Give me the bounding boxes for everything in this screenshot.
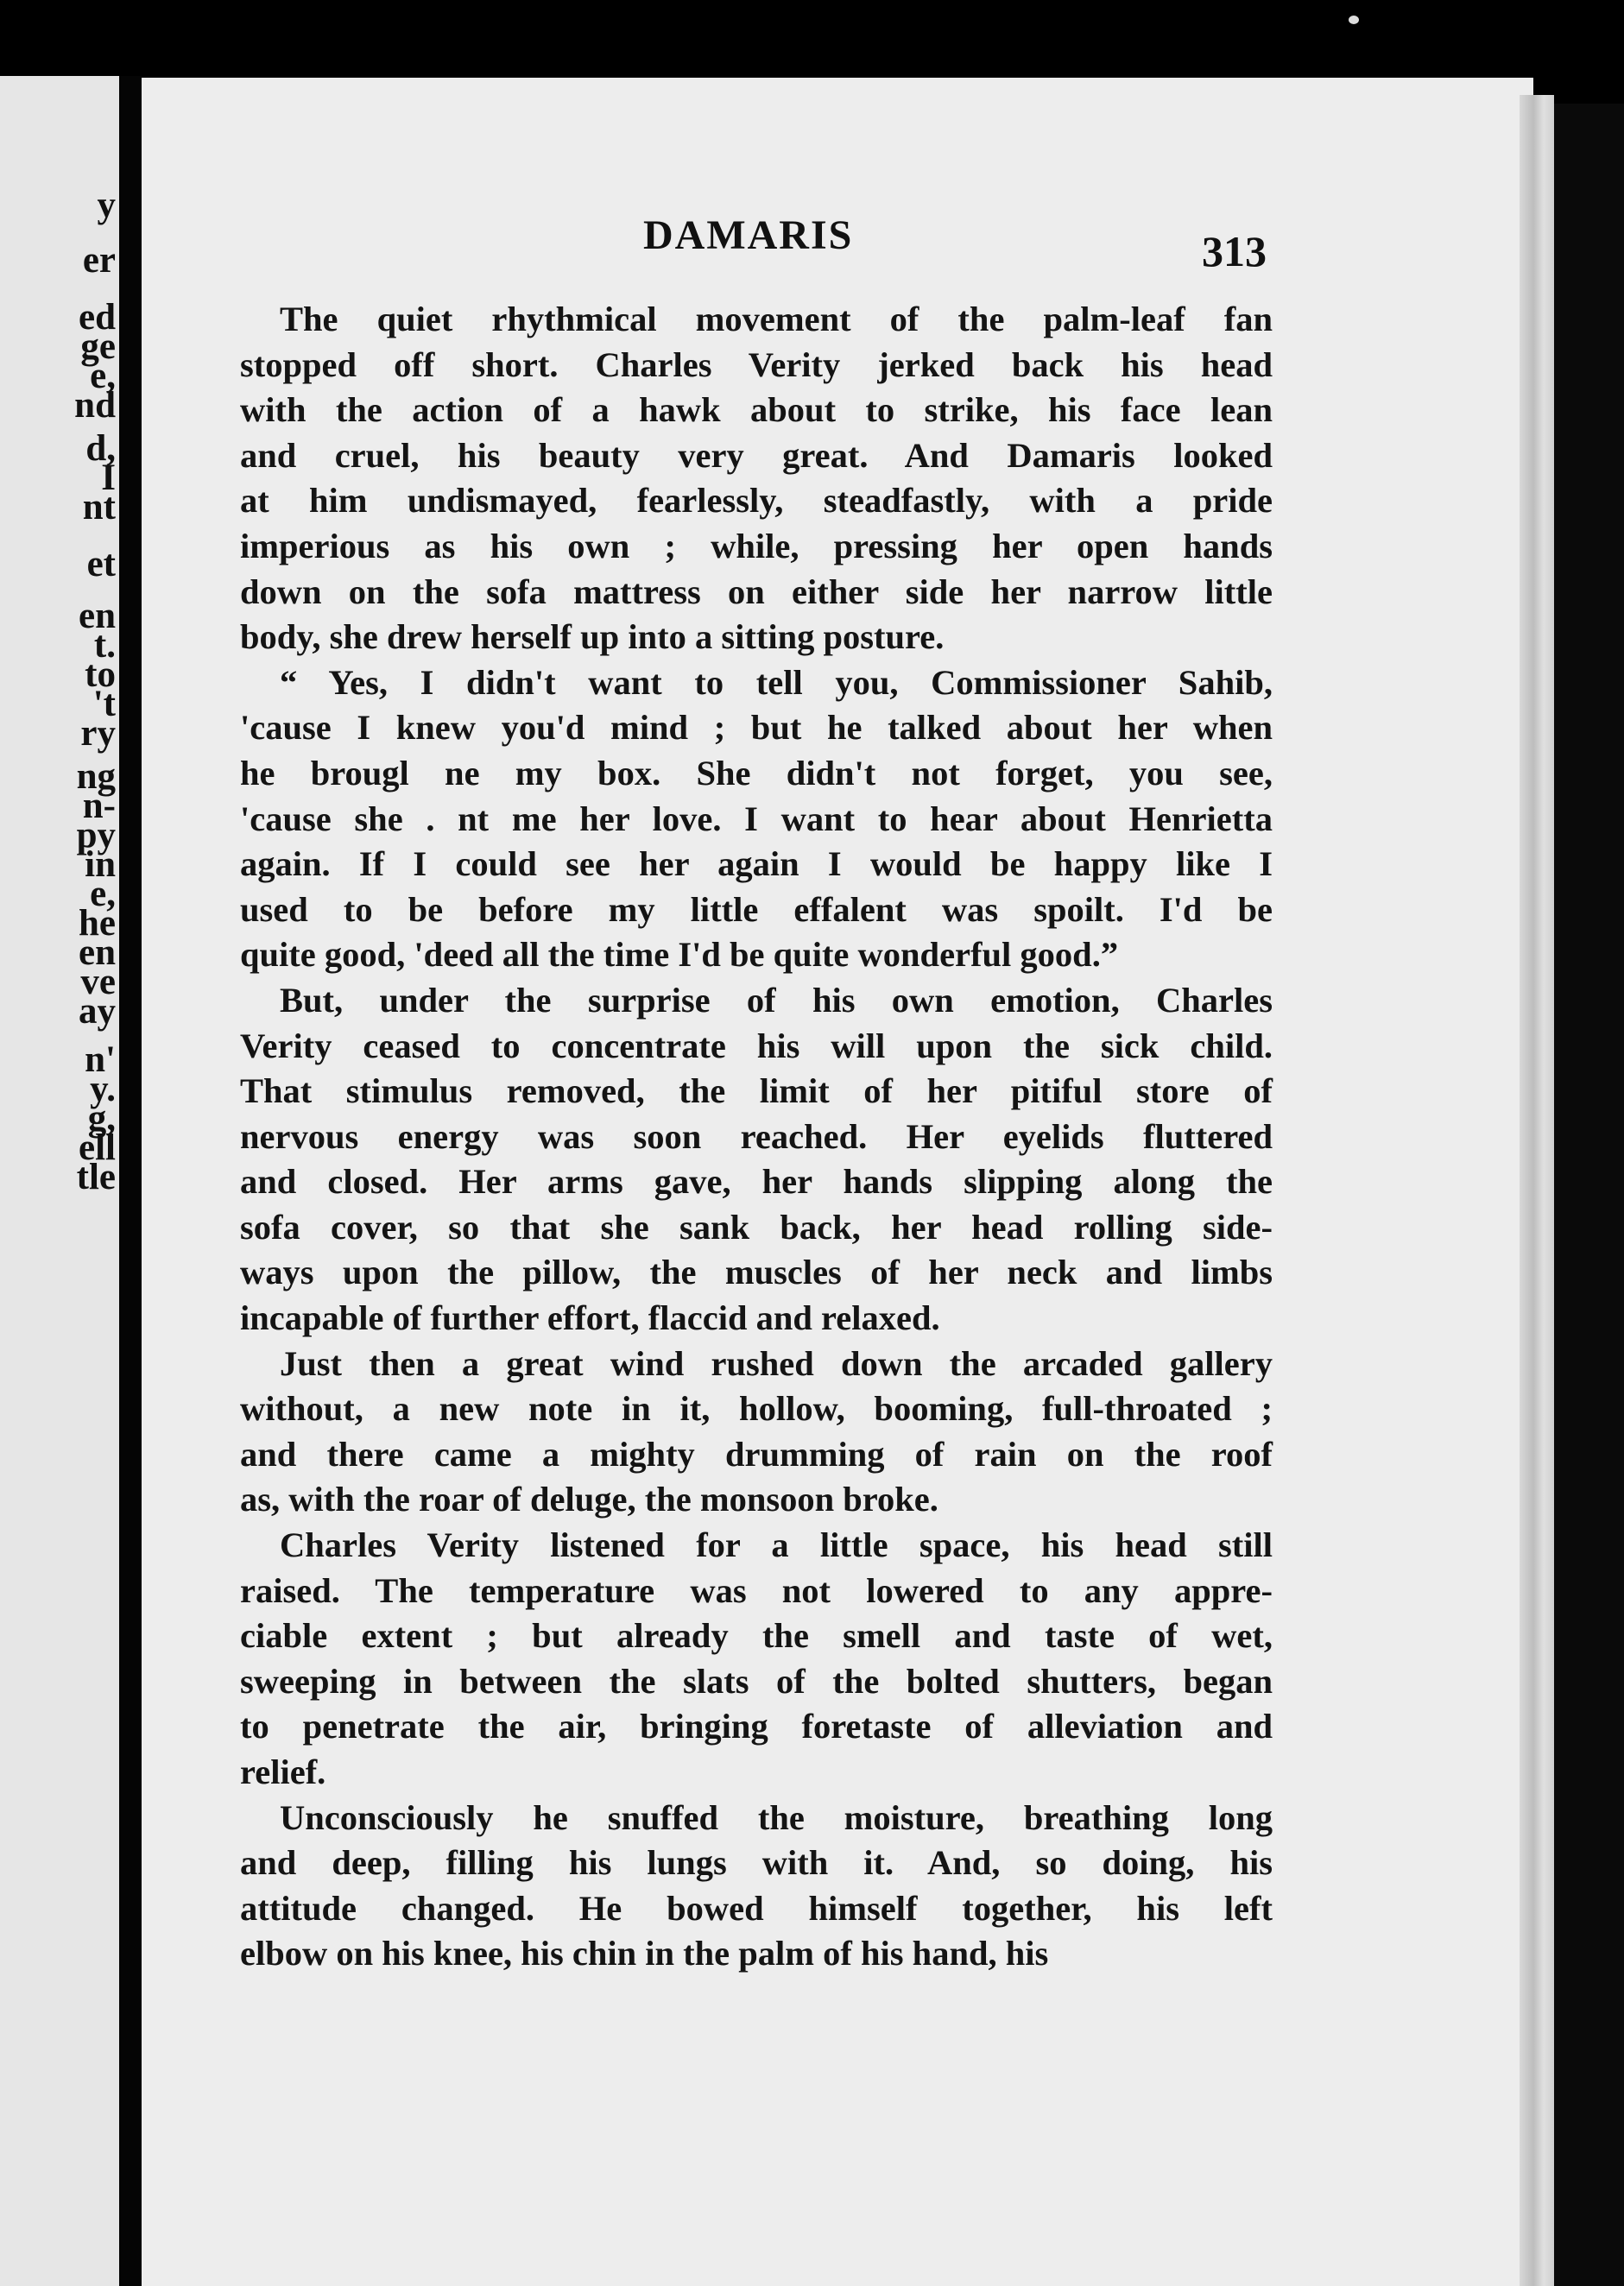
text-line: quite good, 'deed all the time I'd be quite wonderful good.”	[240, 935, 1119, 975]
paragraph	[240, 297, 1273, 660]
paragraph	[240, 1523, 1273, 1796]
text-line: as, with the roar of deluge, the monsoon broke.	[240, 1480, 938, 1519]
text-line: body, she drew herself up into a sitting posture.	[240, 617, 945, 657]
running-head: DAMARIS	[643, 212, 854, 258]
text-line: Just then a great wind rushed down the arcaded gallery	[280, 1343, 1273, 1383]
left-page-fragment: d,	[85, 428, 116, 469]
left-page-fragment: e,	[90, 356, 116, 396]
text-line: ways upon the pillow, the muscles of her neck and limbs	[240, 1253, 1273, 1292]
left-page-fragment: to	[85, 654, 116, 695]
left-page-fragment: ay	[79, 991, 116, 1032]
left-page-fragment: 't	[92, 684, 116, 724]
paragraph	[240, 1342, 1273, 1523]
text-line: sweeping in between the slats of the bolted shutters, began	[240, 1661, 1273, 1701]
text-line: ciable extent ; but already the smell and taste of wet,	[240, 1616, 1273, 1656]
left-page-fragment: ve	[80, 962, 116, 1002]
text-line: raised. The temperature was not lowered to any appre-	[240, 1570, 1273, 1610]
left-page-fragment: en	[79, 932, 116, 973]
text-line: Unconsciously he snuffed the moisture, breathing long	[280, 1797, 1273, 1837]
text-line: But, under the surprise of his own emotion, Charles	[280, 980, 1273, 1020]
left-page-fragment: ge	[80, 326, 116, 367]
left-page-fragment: py	[76, 815, 116, 856]
left-page-fragment: y	[97, 185, 116, 225]
text-line: attitude changed. He bowed himself together, his left	[240, 1888, 1273, 1928]
text-line: elbow on his knee, his chin in the palm of his hand, his	[240, 1934, 1049, 1973]
left-page-fragment: y.	[90, 1069, 116, 1109]
text-line: nervous energy was soon reached. Her eyelids fluttered	[240, 1116, 1273, 1156]
left-page-fragment: e,	[90, 874, 116, 914]
left-page-fragment: tle	[76, 1157, 116, 1197]
text-line: and cruel, his beauty very great. And Damaris looked	[240, 435, 1273, 475]
page-number: 313	[1202, 227, 1267, 275]
left-page-fragment: I	[101, 458, 116, 498]
left-page-fragment: er	[82, 240, 116, 281]
text-line: stopped off short. Charles Verity jerked back his head	[240, 344, 1273, 384]
left-page-fragment: en	[79, 596, 116, 636]
left-page-fragment: ng	[76, 756, 116, 797]
text-line: to penetrate the air, bringing foretaste of alleviation and	[240, 1707, 1273, 1746]
text-line: 'cause she . nt me her love. I want to hear about Henrietta	[240, 799, 1273, 838]
body-text	[240, 297, 1273, 1977]
scan-border-right	[1554, 104, 1624, 2286]
left-page-fragment: ry	[80, 713, 116, 754]
text-line: Verity ceased to concentrate his will upon the sick child.	[240, 1026, 1273, 1065]
book-gutter	[119, 76, 142, 2286]
page-edge-shadow	[1520, 95, 1554, 2286]
text-line: used to be before my little effalent was spoilt. I'd be	[240, 889, 1273, 929]
left-page-fragment: n'	[85, 1039, 116, 1080]
left-page-fragment: ell	[79, 1127, 116, 1168]
text-line: with the action of a hawk about to strike, his face lean	[240, 390, 1273, 430]
left-page-fragment: nt	[82, 487, 116, 527]
text-line: imperious as his own ; while, pressing her open hands	[240, 526, 1273, 565]
text-line: Charles Verity listened for a little space, his head still	[280, 1525, 1273, 1565]
text-line: down on the sofa mattress on either side her narrow little	[240, 572, 1273, 611]
text-line: That stimulus removed, the limit of her pitiful store of	[240, 1071, 1273, 1111]
left-page-fragment: n-	[82, 786, 116, 826]
text-line: at him undismayed, fearlessly, steadfastly, with a pride	[240, 481, 1273, 521]
text-line: The quiet rhythmical movement of the palm-leaf fan	[280, 300, 1273, 338]
left-page-edge	[0, 76, 119, 2286]
left-page-fragment: et	[86, 544, 116, 584]
text-line: he brougl ne my box. She didn't not forget, you see,	[240, 753, 1273, 793]
text-line: without, a new note in it, hollow, booming, full-throated ;	[240, 1389, 1273, 1429]
text-line: and deep, filling his lungs with it. And, so doing, his	[240, 1843, 1273, 1883]
text-line: incapable of further effort, flaccid and relaxed.	[240, 1298, 940, 1338]
paragraph	[240, 1796, 1273, 1977]
text-line: sofa cover, so that she sank back, her head rolling side-	[240, 1207, 1273, 1247]
left-page-fragment: nd	[74, 385, 116, 426]
text-line: again. If I could see her again I would be happy like I	[240, 844, 1273, 884]
paragraph	[240, 660, 1273, 978]
paragraph	[240, 978, 1273, 1342]
left-page-fragment: g,	[87, 1098, 116, 1139]
text-line: and closed. Her arms gave, her hands slipping along the	[240, 1162, 1273, 1202]
left-page-fragment: in	[85, 844, 116, 885]
text-line: relief.	[240, 1752, 326, 1791]
text-line: “ Yes, I didn't want to tell you, Commissioner Sahib,	[280, 662, 1273, 702]
text-line: 'cause I knew you'd mind ; but he talked about her when	[240, 708, 1273, 748]
left-page-fragment: ed	[79, 297, 116, 338]
left-page-fragment: he	[79, 903, 116, 944]
left-page-fragment: t.	[93, 625, 116, 666]
scan-speck	[1349, 16, 1359, 24]
text-line: and there came a mighty drumming of rain on the roof	[240, 1434, 1273, 1474]
